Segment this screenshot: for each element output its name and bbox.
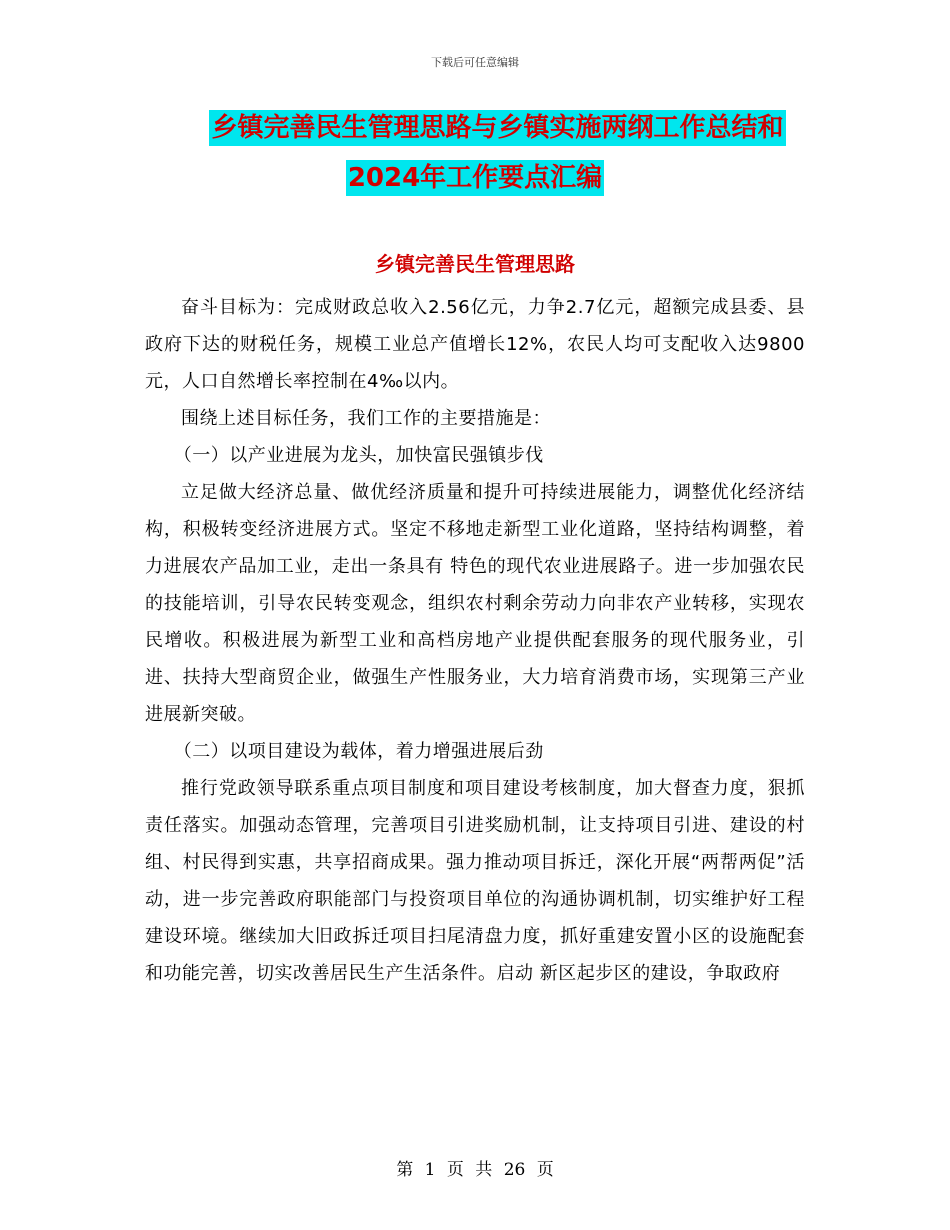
subheading-industry: （一）以产业进展为龙头，加快富民强镇步伐 (173, 445, 544, 466)
paragraph-industry: 立足做大经济总量、做优经济质量和提升可持续进展能力，调整优化经济结构，积极转变经济进展方式。坚定不移地走新型工业化道路，坚持结构调整，着力进展农产品加工业，走出一条具有 特色的现代农业进展路子。进一步加强农民的技能培训，引导农民转变观念，组织农村剩余劳动力向非农产业转移，实现农民增收。积极进展为新型工业和高档房地产业提供配套服务的现代服务业，引进、扶持大型商贸企业，做强生产性服务业，大力培育消费市场，实现第三产业进展新突破。 (145, 482, 805, 725)
title-line-1: 乡镇完善民生管理思路与乡镇实施两纲工作总结和 (209, 110, 785, 146)
subheading-projects: （二）以项目建设为载体，着力增强进展后劲 (173, 741, 544, 762)
document-title (0, 110, 950, 210)
paragraph-projects: 推行党政领导联系重点项目制度和项目建设考核制度，加大督查力度，狠抓责任落实。加强动态管理，完善项目引进奖励机制，让支持项目引进、建设的村组、村民得到实惠，共享招商成果。强力推动项目拆迁，深化开展“两帮两促”活动，进一步完善政府职能部门与投资项目单位的沟通协调机制，切实维护好工程建设环境。继续加大旧政拆迁项目扫尾清盘力度，抓好重建安置小区的设施配套和功能完善，切实改善居民生产生活条件。启动 新区起步区的建设，争取政府 (145, 778, 805, 984)
document-body (145, 289, 805, 992)
paragraph-measures-intro: 围绕上述目标任务，我们工作的主要措施是： (181, 408, 551, 429)
header-note: 下载后可任意编辑 (431, 56, 519, 69)
paragraph-goals: 奋斗目标为：完成财政总收入2.56亿元，力争2.7亿元，超额完成县委、县政府下达的财税任务，规模工业总产值增长12%，农民人均可支配收入达9800元，人口自然增长率控制在4‰以内。 (145, 297, 805, 392)
page-number: 第 1 页 共 26 页 (396, 1160, 554, 1180)
section-heading: 乡镇完善民生管理思路 (375, 252, 575, 276)
title-line-2: 2024年工作要点汇编 (346, 160, 604, 196)
